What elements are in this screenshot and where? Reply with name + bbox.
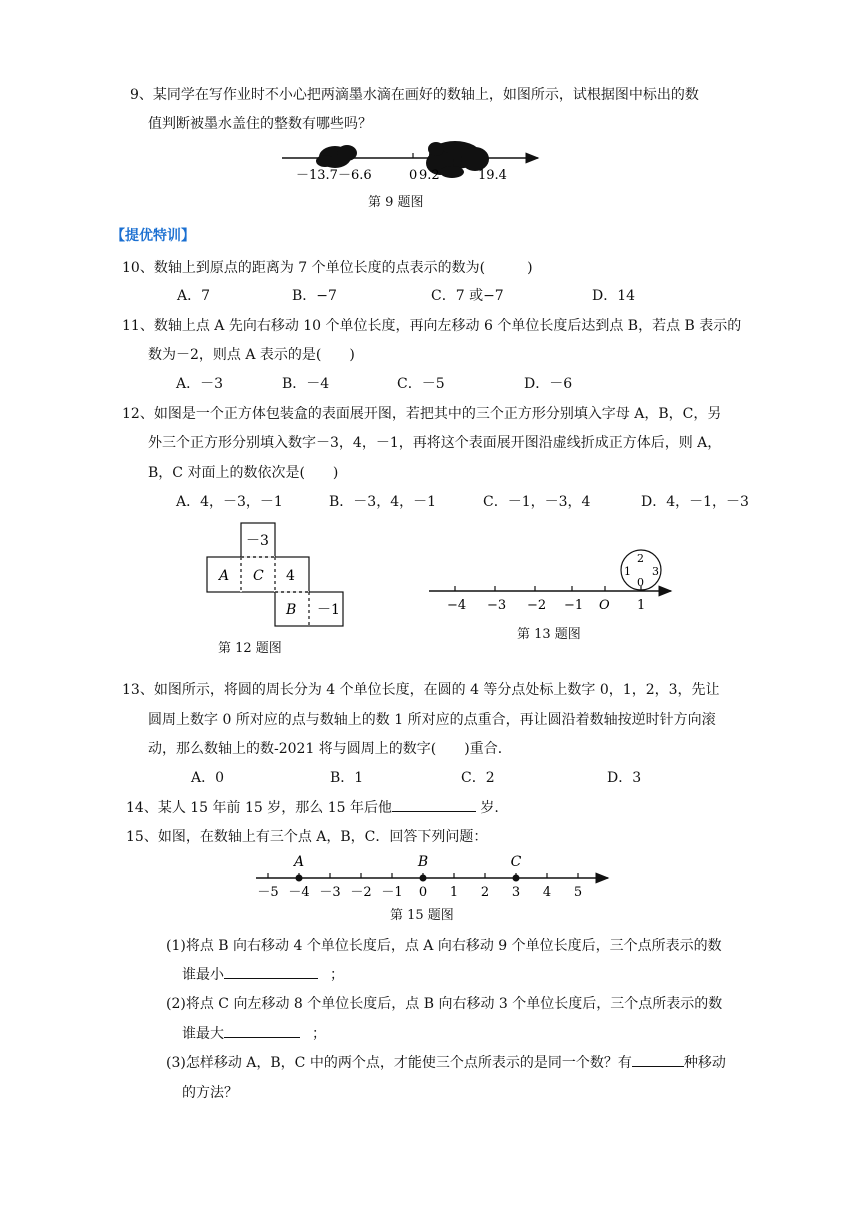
q14-answer-blank[interactable] — [392, 797, 476, 812]
q14-text-b: 岁. — [475, 800, 499, 816]
q10-option-b: B．−7 — [292, 288, 337, 304]
q15-p2-line2 — [182, 1023, 326, 1043]
net-cell-neg3: －3 — [246, 533, 269, 549]
q13-tick-neg4: −4 — [447, 598, 467, 613]
q15-tick-label: －3 — [319, 885, 341, 900]
q9-label-2: －6.6 — [338, 168, 372, 183]
q13-caption: 第 13 题图 — [517, 627, 581, 642]
q12-cube-net — [205, 522, 355, 632]
q10-option-d: D．14 — [592, 288, 636, 304]
q9-label-1: －13.7 — [296, 168, 338, 183]
q15-p1-line2 — [182, 964, 344, 984]
q15-tick-label: 5 — [573, 885, 583, 900]
q13-option-c: C．2 — [461, 770, 495, 786]
q12-line2: 外三个正方形分别填入数字－3，4，－1，再将这个表面展开图沿虚线折成正方体后，则 A， — [148, 435, 722, 451]
q15-p2-end: ； — [312, 1026, 326, 1042]
q13-line2: 圆周上数字 0 所对应的点与数轴上的数 1 所对应的点重合，再让圆沿着数轴按逆时针方向滚 — [148, 712, 716, 728]
net-cell-b: B — [286, 602, 297, 618]
q15-tick-label: 1 — [449, 885, 459, 900]
net-cell-a: A — [219, 568, 230, 584]
q14-text-a: 14、某人 15 年前 15 岁，那么 15 年后他 — [126, 800, 392, 816]
q13-tick-neg1: −1 — [564, 598, 584, 613]
q15-point-b — [420, 875, 427, 882]
q15-p3-blank[interactable] — [632, 1052, 684, 1067]
q15-p2-text: 谁最大 — [182, 1026, 224, 1042]
q15-p3-line2: 的方法？ — [182, 1085, 238, 1101]
q15-point-label-a: A — [293, 854, 305, 870]
q15-p1-text: 谁最小 — [182, 967, 224, 983]
q13-line3: 动，那么数轴上的数-2021 将与圆周上的数字( )重合． — [148, 741, 512, 757]
net-cell-c: C — [253, 568, 264, 584]
q13-line1: 13、如图所示，将圆的周长分为 4 个单位长度，在圆的 4 等分点处标上数字 0，1，2，3，先让 — [122, 682, 720, 698]
section-title: 【提优特训】 — [111, 228, 195, 244]
q15-p1-blank[interactable] — [224, 964, 318, 979]
q9-line1: 9、某同学在写作业时不小心把两滴墨水滴在画好的数轴上，如图所示，试根据图中标出的数 — [130, 87, 699, 103]
q10-option-c: C．7 或−7 — [431, 288, 504, 304]
q12-line1: 12、如图是一个正方体包装盒的表面展开图，若把其中的三个正方形分别填入字母 A，B，C，另 — [122, 406, 722, 422]
q9-label-3: 0 — [409, 168, 418, 183]
q15-point-label-b: B — [417, 854, 429, 870]
q15-tick-label: －5 — [257, 885, 279, 900]
q12-option-a: A．4，－3，－1 — [176, 494, 283, 510]
q9-label-4: 9.2 — [419, 168, 440, 183]
q9-caption: 第 9 题图 — [368, 195, 424, 210]
q14-text — [126, 797, 499, 817]
q15-tick-label: 4 — [542, 885, 552, 900]
q11-line1: 11、数轴上点 A 先向右移动 10 个单位长度，再向左移动 6 个单位长度后达到点 B，若点 B 表示的 — [122, 318, 742, 334]
q10-option-a: A．7 — [177, 288, 211, 304]
q15-p1-line1: (1)将点 B 向右移动 4 个单位长度后，点 A 向右移动 9 个单位长度后，三个点所表示的数 — [166, 938, 722, 954]
circle-label-1: 1 — [624, 565, 631, 578]
q13-tick-neg2: −2 — [527, 598, 547, 613]
circle-label-2: 2 — [637, 552, 644, 565]
q15-point-c — [513, 875, 520, 882]
q15-p3-text-a: (3)怎样移动 A，B，C 中的两个点，才能使三个点所表示的是同一个数？有 — [166, 1055, 632, 1071]
q9-line2: 值判断被墨水盖住的整数有哪些吗？ — [148, 116, 372, 132]
q15-p2-blank[interactable] — [224, 1023, 300, 1038]
q11-option-c: C．－5 — [397, 376, 445, 392]
q15-p2-line1: (2)将点 C 向左移动 8 个单位长度后，点 B 向右移动 3 个单位长度后，三个点所表示的数 — [166, 996, 723, 1012]
q9-figure — [0, 135, 860, 215]
q15-tick-label: －2 — [350, 885, 372, 900]
q9-label-5: 19.4 — [478, 168, 507, 183]
q13-tick-1: 1 — [637, 598, 646, 613]
q15-tick-label: 3 — [511, 885, 521, 900]
net-cell-neg1: －1 — [317, 602, 340, 618]
q10-text: 10、数轴上到原点的距离为 7 个单位长度的点表示的数为( ) — [122, 260, 533, 276]
q13-option-d: D．3 — [607, 770, 642, 786]
q15-tick-label: 0 — [418, 885, 428, 900]
q15-tick-label: －4 — [288, 885, 310, 900]
q13-figure — [425, 545, 685, 615]
q13-tick-origin: O — [599, 598, 610, 613]
q15-p1-end: ； — [330, 967, 344, 983]
q12-option-b: B．－3，4，－1 — [329, 494, 437, 510]
q15-point-label-c: C — [510, 854, 522, 870]
q15-point-a — [296, 875, 303, 882]
q15-text: 15、如图，在数轴上有三个点 A，B，C．回答下列问题： — [126, 829, 488, 845]
q11-option-a: A．－3 — [176, 376, 224, 392]
q15-tick-label: －1 — [381, 885, 403, 900]
q15-figure — [250, 852, 630, 902]
q11-option-d: D．－6 — [524, 376, 573, 392]
q12-option-c: C．－1，－3，4 — [483, 494, 591, 510]
q11-line2: 数为－2，则点 A 表示的是( ) — [148, 347, 355, 363]
q13-option-b: B．1 — [330, 770, 364, 786]
q13-option-a: A．0 — [191, 770, 225, 786]
q15-tick-label: 2 — [480, 885, 490, 900]
q15-p3-text-b: 种移动 — [683, 1055, 726, 1071]
circle-label-0: 0 — [637, 576, 644, 589]
q15-caption: 第 15 题图 — [390, 908, 454, 923]
net-cell-4: 4 — [286, 568, 295, 584]
ink-blot-left — [316, 145, 357, 168]
q12-option-d: D．4，－1，－3 — [641, 494, 749, 510]
q15-p3-line1 — [166, 1052, 726, 1072]
q12-caption: 第 12 题图 — [218, 641, 282, 656]
q11-option-b: B．－4 — [282, 376, 330, 392]
q13-tick-neg3: −3 — [487, 598, 507, 613]
q12-line3: B，C 对面上的数依次是( ) — [148, 465, 339, 481]
circle-label-3: 3 — [652, 565, 659, 578]
